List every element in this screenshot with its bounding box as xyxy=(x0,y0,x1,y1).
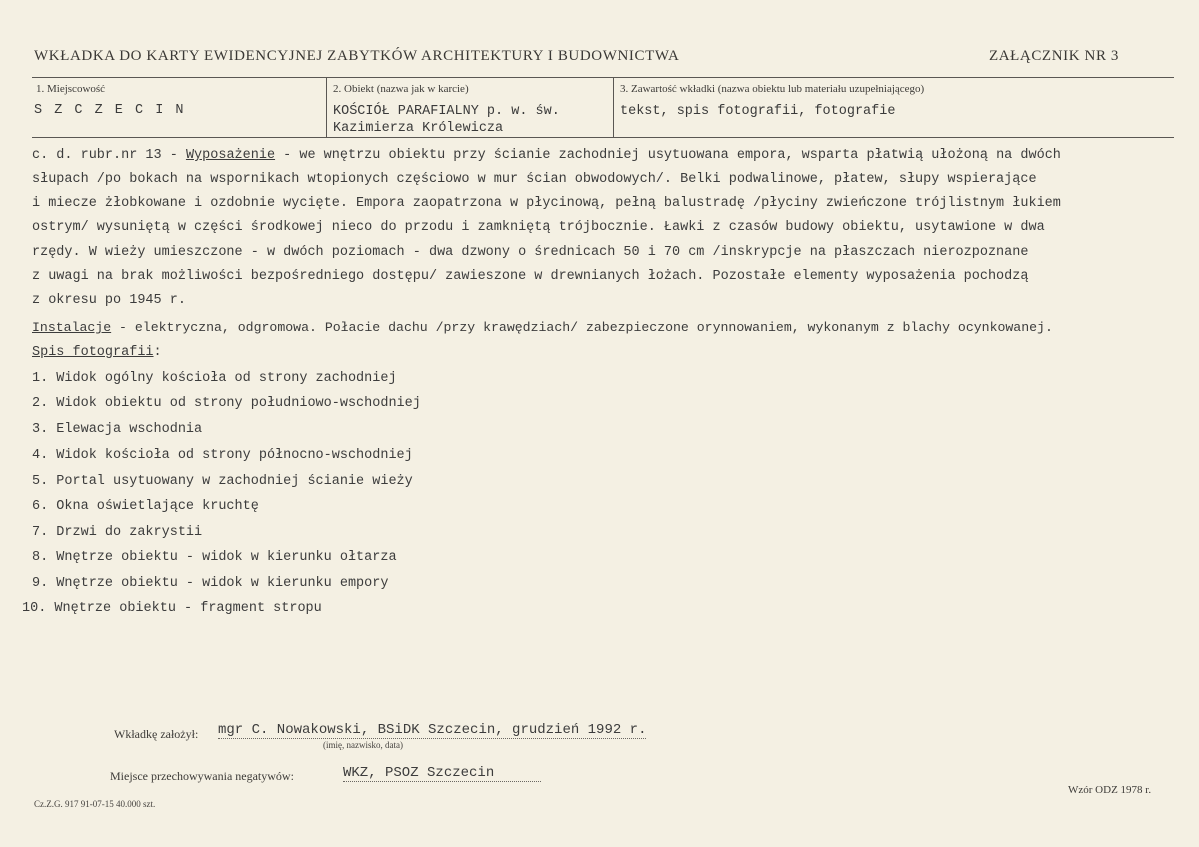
body-line-6: z uwagi na brak możliwości bezpośredniego dostępu/ zawieszone w drewnianych łożach. Pozostałe elementy wyposażenia pochodzą xyxy=(32,269,1029,284)
annex-number: ZAŁĄCZNIK NR 3 xyxy=(988,48,1119,64)
photo-list-item: 4. Widok kościoła od strony północno-wschodniej xyxy=(32,448,413,463)
negatives-storage-value: WKZ, PSOZ Szczecin xyxy=(343,765,541,782)
mid-rule xyxy=(32,137,1174,138)
cell-divider xyxy=(326,78,327,137)
installations-text: - elektryczna, odgromowa. Połacie dachu /przy krawędziach/ zabezpieczone orynnowaniem, wykonanym z blachy ocynkowanej. xyxy=(111,320,1053,335)
equipment-heading: Wyposażenie xyxy=(185,148,276,163)
print-run-code: Cz.Z.G. 917 91-07-15 40.000 szt. xyxy=(34,799,156,809)
installations-heading: Instalacje xyxy=(32,320,112,335)
body-line-1 xyxy=(32,148,1061,163)
top-rule xyxy=(32,77,1174,78)
cell-divider xyxy=(613,78,614,137)
created-by-hint: (imię, nazwisko, data) xyxy=(323,740,403,750)
created-by-label: Wkładkę założył: xyxy=(114,727,199,741)
photo-list-item: 7. Drzwi do zakrystii xyxy=(32,525,203,540)
photo-list-item: 6. Okna oświetlające kruchtę xyxy=(32,499,259,514)
body-line-1-text: - we wnętrzu obiektu przy ścianie zachodniej usytuowana empora, wsparta płatwią ułożoną na dwóch xyxy=(275,148,1061,163)
form-template-code: Wzór ODZ 1978 r. xyxy=(1068,784,1152,796)
photo-list-item: 3. Elewacja wschodnia xyxy=(32,422,203,437)
body-line-7: z okresu po 1945 r. xyxy=(32,293,186,308)
location-label: 1. Miejscowość xyxy=(36,83,106,95)
body-line-4: ostrym/ wysuniętą w części środkowej nieco do przodu i zamkniętą trójbocznie. Ławki z czasów budowy obiektu, usytawione w dwa xyxy=(32,220,1045,235)
contents-value: tekst, spis fotografii, fotografie xyxy=(620,104,896,119)
photo-list-item: 10. Wnętrze obiektu - fragment stropu xyxy=(22,601,322,616)
photos-heading: Spis fotografii xyxy=(32,345,154,360)
negatives-storage-label: Miejsce przechowywania negatywów: xyxy=(110,769,294,783)
rubric-prefix: c. d. rubr.nr 13 - xyxy=(32,148,186,163)
photo-list-item: 9. Wnętrze obiektu - widok w kierunku empory xyxy=(32,576,389,591)
installations-line xyxy=(32,320,1053,335)
location-value: S Z C Z E C I N xyxy=(34,103,186,118)
contents-label: 3. Zawartość wkładki (nazwa obiektu lub materiału uzupełniającego) xyxy=(620,83,925,95)
body-line-3: i miecze żłobkowane i ozdobnie wycięte. Empora zaopatrzona w płycinową, pełną balustradę /płyciny zwieńczone trójlistnym łukiem xyxy=(32,196,1061,211)
object-label: 2. Obiekt (nazwa jak w karcie) xyxy=(333,83,469,95)
object-value-line2: Kazimierza Królewicza xyxy=(333,121,504,136)
form-title: WKŁADKA DO KARTY EWIDENCYJNEJ ZABYTKÓW ARCHITEKTURY I BUDOWNICTWA xyxy=(34,48,680,64)
photo-list-item: 2. Widok obiektu od strony południowo-wschodniej xyxy=(32,396,421,411)
body-line-5: rzędy. W wieży umieszczone - w dwóch poziomach - dwa dzwony o średnicach 50 i 70 cm /inskrypcje na płaszczach nierozpoznane xyxy=(32,245,1029,260)
created-by-value: mgr C. Nowakowski, BSiDK Szczecin, grudzień 1992 r. xyxy=(218,722,647,738)
body-line-2: słupach /po bokach na wspornikach wtopionych częściowo w mur ścian obwodowych/. Belki podwalinowe, płatew, słupy wspierające xyxy=(32,172,1037,187)
photos-heading-colon: : xyxy=(153,345,162,360)
photo-list-item: 5. Portal usytuowany w zachodniej ścianie wieży xyxy=(32,474,413,489)
photo-list-item: 8. Wnętrze obiektu - widok w kierunku ołtarza xyxy=(32,550,397,565)
photos-heading-line xyxy=(32,345,162,360)
photo-list-item: 1. Widok ogólny kościoła od strony zachodniej xyxy=(32,371,397,386)
object-value-line1: KOŚCIÓŁ PARAFIALNY p. w. św. xyxy=(333,104,560,119)
